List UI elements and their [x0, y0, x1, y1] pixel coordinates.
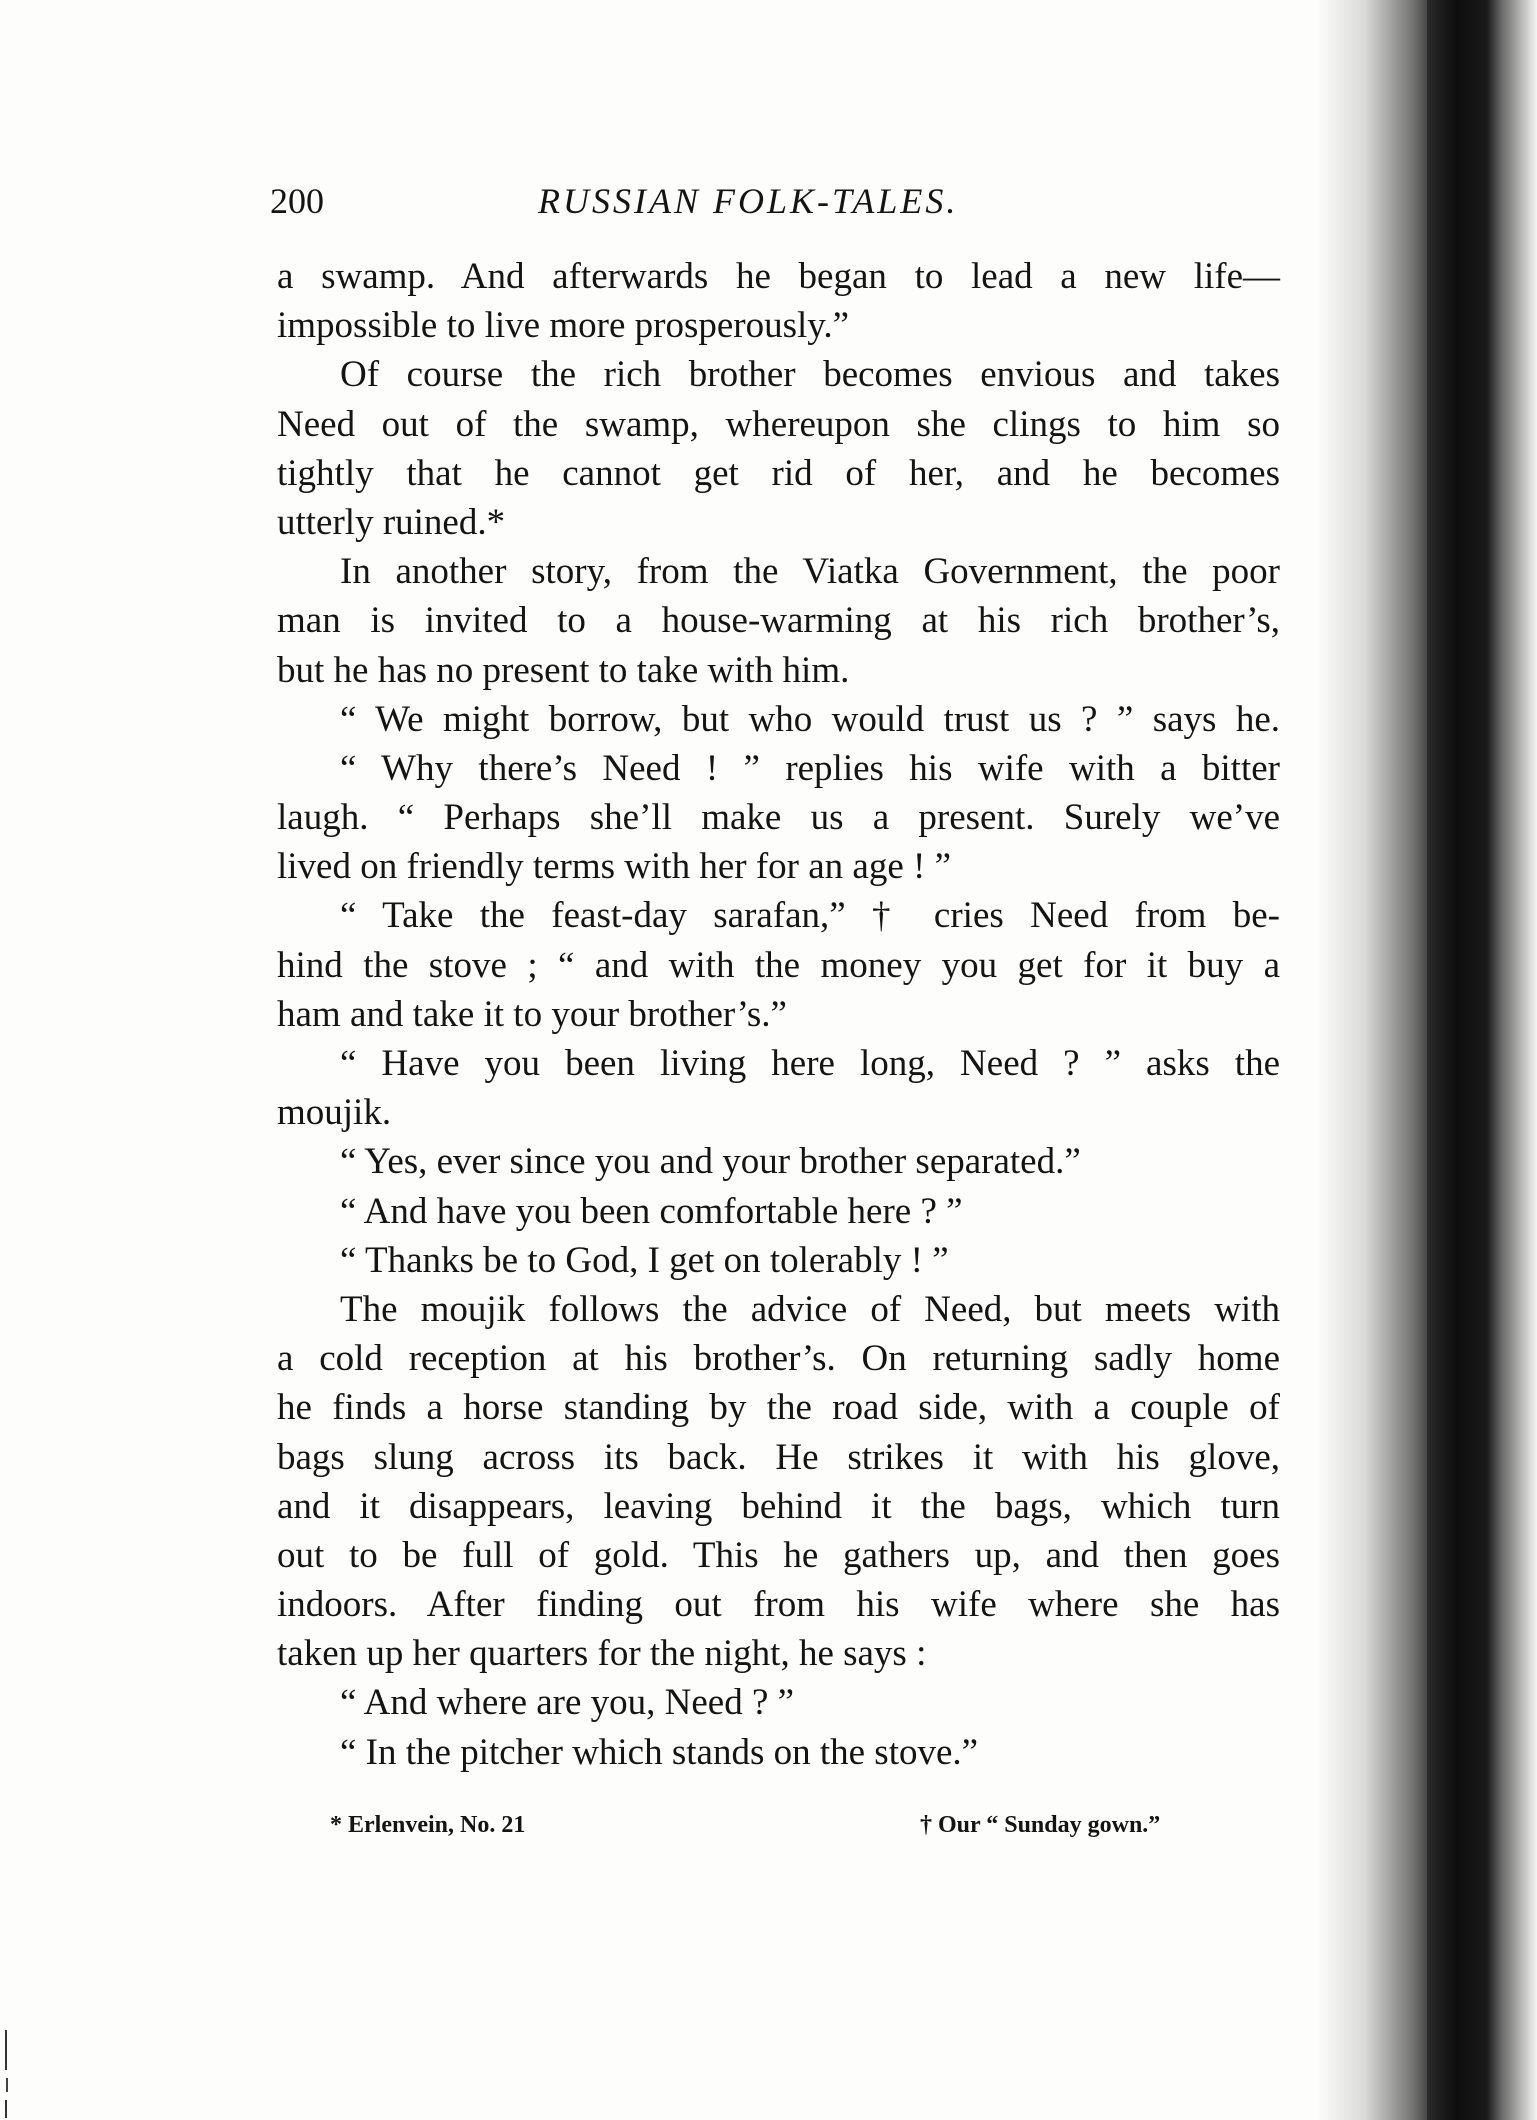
- text-line: “ We might borrow, but who would trust us ? ” says he.: [340, 698, 1280, 740]
- text-line: ham and take it to your brother’s.”: [277, 993, 787, 1035]
- text-line: taken up her quarters for the night, he says :: [277, 1633, 927, 1675]
- text-line: hind the stove ; “ and with the money you get for it buy a: [277, 944, 1280, 986]
- text-line: laugh. “ Perhaps she’ll make us a present. Surely we’ve: [277, 797, 1280, 839]
- text-line: “ Thanks be to God, I get on tolerably ! ”: [340, 1239, 949, 1281]
- text-line: a swamp. And afterwards he began to lead a new life—: [277, 256, 1280, 297]
- text-line: In another story, from the Viatka Government, the poor: [340, 551, 1280, 593]
- page-header: [270, 180, 1270, 230]
- footnote-left: * Erlenvein, No. 21: [330, 1812, 526, 1838]
- binding-page-edge: [1487, 0, 1537, 2120]
- running-title: RUSSIAN FOLK-TALES.: [538, 181, 959, 221]
- scan-specks: [0, 2030, 14, 2120]
- text-line: “ Why there’s Need ! ” replies his wife with a bitter: [340, 747, 1280, 789]
- book-binding-edge: [1317, 0, 1537, 2120]
- text-line: tightly that he cannot get rid of her, and he becomes: [277, 452, 1280, 494]
- text-line: impossible to live more prosperously.”: [277, 305, 850, 347]
- text-line: indoors. After finding out from his wife where she has: [277, 1584, 1280, 1626]
- text-line: “ Yes, ever since you and your brother separated.”: [340, 1141, 1081, 1183]
- page-number: 200: [270, 181, 324, 221]
- text-line: out to be full of gold. This he gathers up, and then goes: [277, 1534, 1280, 1576]
- text-line: “ Have you been living here long, Need ? ” asks the: [340, 1043, 1280, 1084]
- text-line: bags slung across its back. He strikes it with his glove,: [277, 1436, 1280, 1478]
- text-line: he finds a horse standing by the road side, with a couple of: [277, 1387, 1280, 1429]
- body-text: [277, 252, 1280, 1777]
- text-line: utterly ruined.*: [277, 501, 506, 543]
- text-line: “ In the pitcher which stands on the stove.”: [340, 1731, 979, 1773]
- text-line: Of course the rich brother becomes envious and takes: [340, 354, 1280, 396]
- footnotes: [330, 1812, 1210, 1852]
- text-line: moujik.: [277, 1092, 392, 1134]
- text-line: and it disappears, leaving behind it the bags, which turn: [277, 1485, 1280, 1527]
- binding-shadow: [1317, 0, 1437, 2120]
- text-line: man is invited to a house-warming at his rich brother’s,: [277, 600, 1280, 642]
- text-line: “ Take the feast-day sarafan,” † cries Need from be-: [340, 895, 1280, 937]
- text-line: a cold reception at his brother’s. On returning sadly home: [277, 1338, 1280, 1380]
- text-line: “ And where are you, Need ? ”: [340, 1682, 795, 1724]
- footnote-right: † Our “ Sunday gown.”: [920, 1812, 1161, 1838]
- text-line: “ And have you been comfortable here ? ”: [340, 1190, 963, 1232]
- text-line: Need out of the swamp, whereupon she clings to him so: [277, 403, 1280, 445]
- text-line: lived on friendly terms with her for an age ! ”: [277, 846, 951, 888]
- text-line: but he has no present to take with him.: [277, 649, 850, 691]
- text-line: The moujik follows the advice of Need, but meets with: [340, 1288, 1280, 1330]
- binding-core: [1427, 0, 1487, 2120]
